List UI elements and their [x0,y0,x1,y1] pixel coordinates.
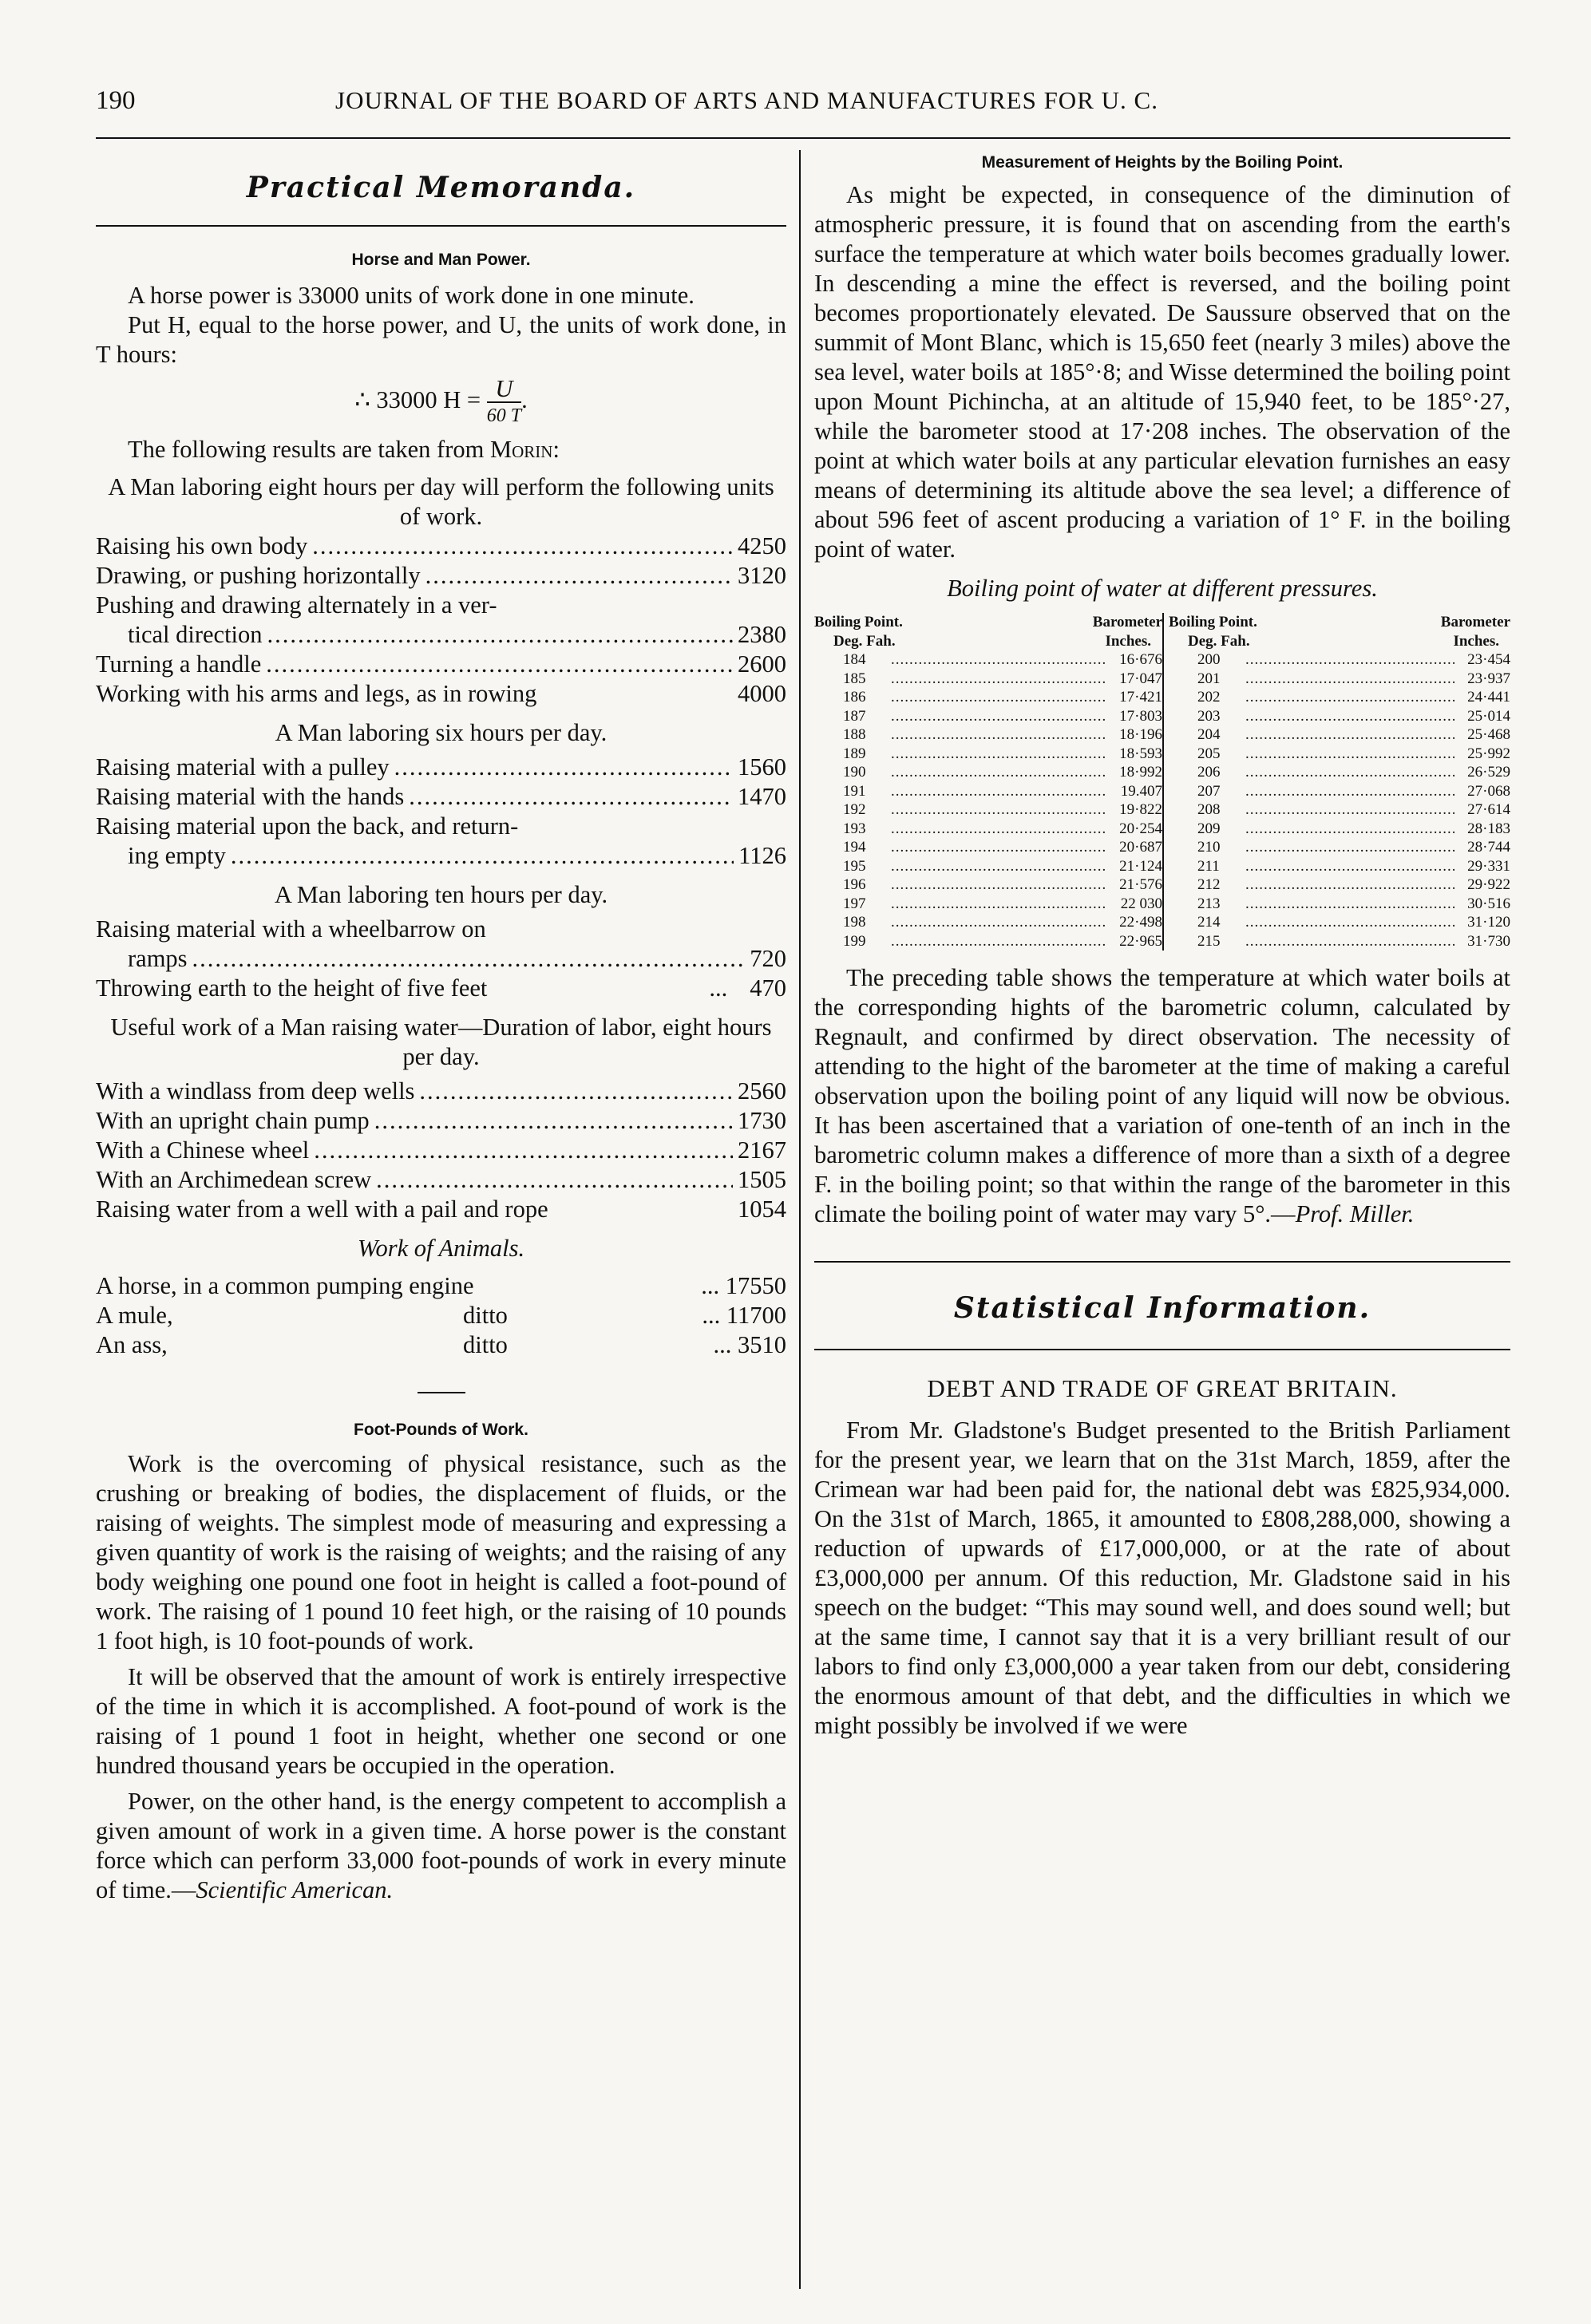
temperature-cell: 213 [1197,895,1221,912]
horse-power-heading: Horse and Man Power. [351,251,531,269]
leader-dots [1245,820,1454,839]
boiling-table-title: Boiling point of water at different pressures. [947,575,1378,602]
work-entry-row [96,1165,786,1195]
boiling-table-row [1169,707,1510,726]
th-deg-fah: Deg. Fah. [1188,632,1250,650]
morin-post: : [552,436,560,463]
th-inches: Inches. [1453,632,1499,650]
formula-numerator: U [487,376,521,403]
foot-pounds-p2: It will be observed that the amount of work is entirely irrespective of the time in which it is accomplished. A foot-pound of work is the raising of 1 pound 1 foot in height, whether one second or one hundred thousand years be occupied in the operation. [96,1663,786,1779]
row-value: 1560 [738,753,786,781]
animal-work-row [96,1271,786,1301]
boiling-table-row [814,650,1162,670]
row-label: Working with his arms and legs, as in rowing [96,680,537,707]
boiling-table-row [1169,838,1510,857]
th-barometer: Barometer [1092,614,1162,630]
row-value: 1470 [738,783,786,810]
boiling-table-row [814,800,1162,820]
leader-dots [891,875,1106,895]
leader-dots [891,913,1106,932]
boiling-table-row [814,707,1162,726]
temperature-cell: 191 [843,782,866,800]
pushing-drawing-entry [96,591,786,650]
barometer-cell: 24·441 [1467,689,1510,706]
leader-dots [1245,932,1454,951]
boiling-table-row [814,688,1162,707]
leader-dots [394,753,733,782]
animal-value: ... 11700 [702,1302,786,1329]
temperature-cell: 206 [1197,764,1221,781]
temperature-cell: 202 [1197,689,1221,706]
temperature-cell: 185 [843,670,866,687]
temperature-cell: 190 [843,764,866,781]
journal-title: JOURNAL OF THE BOARD OF ARTS AND MANUFACTURES FOR U. C. [335,86,1158,114]
leader-dots [891,650,1106,670]
work-entry-row [96,650,786,679]
table-units-row [814,632,1162,651]
leader-dots [266,650,733,679]
leader-dots [1245,763,1454,782]
table-header-row [1169,613,1510,632]
temperature-cell: 199 [843,932,866,950]
temperature-cell: 212 [1197,876,1221,893]
boiling-point-table [814,613,1510,951]
boiling-table-right [1162,613,1510,951]
table-header-row [814,613,1162,632]
leader-dots [891,932,1106,951]
row-value: 3120 [738,562,786,589]
boiling-table-row [814,670,1162,689]
formula-fraction [487,376,521,429]
wheelbarrow-entry [96,915,786,974]
temperature-cell: 205 [1197,745,1221,762]
boiling-table-row [1169,782,1510,801]
animal-label: A horse, in a common pumping engine [96,1272,474,1299]
barometer-cell: 21·576 [1119,876,1162,893]
row-value: 1730 [738,1107,786,1134]
barometer-cell: 19.407 [1120,782,1162,800]
leader-dots [891,838,1106,857]
boiling-table-row [1169,688,1510,707]
temperature-cell: 187 [843,707,866,725]
back-carry-line1: Raising material upon the back, and return- [96,812,519,840]
running-header [96,86,1485,121]
animal-value: ... 17550 [701,1272,786,1299]
p2-source: Prof. Miller. [1295,1200,1415,1227]
boiling-table-row [814,782,1162,801]
barometer-cell: 18·196 [1119,726,1162,743]
boiling-table-row [1169,725,1510,745]
leader-dots [1245,745,1454,764]
animal-ditto: ditto [463,1331,508,1358]
row-label: With an upright chain pump [96,1107,370,1134]
animal-value: ... 3510 [713,1331,786,1358]
six-hours-title: A Man laboring six hours per day. [275,719,608,746]
leader-dots [891,895,1106,914]
barometer-cell: 28·183 [1467,820,1510,837]
boiling-table-row [814,820,1162,839]
formula-tail: . [521,386,528,413]
row-label: ramps [128,945,188,972]
boiling-table-row [814,745,1162,764]
barometer-cell: 28·744 [1467,839,1510,856]
temperature-cell: 192 [843,801,866,818]
leader-dots [231,841,734,871]
temperature-cell: 215 [1197,932,1221,950]
pushing-drawing-line2 [96,620,786,650]
eight-hours-title: A Man laboring eight hours per day will perform the following units of work. [108,473,774,530]
rowing-entry [96,679,786,709]
p3-text: Power, on the other hand, is the energy competent to accomplish a given amount of work in a given time. A horse power is the constant force which can perform 33,000 foot-pounds of work in every minute of time.— [96,1788,786,1903]
leader-dots [419,1077,733,1106]
leader-dots [891,763,1106,782]
leader-dots [1245,782,1454,801]
raising-water-title: Useful work of a Man raising water—Duration of labor, eight hours per day. [110,1014,772,1070]
boiling-table-row [1169,745,1510,764]
horse-power-variables: Put H, equal to the horse power, and U, the units of work done, in T hours: [96,311,786,368]
boiling-table-row [1169,895,1510,914]
row-label: Raising material with a pulley [96,753,390,781]
barometer-cell: 17·421 [1119,689,1162,706]
leader-dots [1245,838,1454,857]
boiling-table-row [814,932,1162,951]
left-column [96,153,786,2276]
animal-work-row [96,1330,786,1360]
barometer-cell: 22 030 [1120,895,1162,912]
barometer-cell: 18·593 [1119,745,1162,762]
leader-dots [374,1106,733,1136]
temperature-cell: 195 [843,857,866,875]
leader-dots [891,745,1106,764]
row-value: 2380 [738,621,786,648]
row-value: 4000 [738,680,786,707]
barometer-cell: 23·937 [1467,670,1510,687]
boiling-table-row [814,857,1162,876]
row-value: 1126 [738,842,786,869]
banner-rule [96,225,786,227]
row-label: Throwing earth to the height of five feet [96,974,488,1002]
temperature-cell: 203 [1197,707,1221,725]
row-value: 2600 [738,650,786,678]
boiling-table-row [1169,800,1510,820]
boiling-table-row [814,838,1162,857]
row-value: 1505 [738,1166,786,1193]
th-barometer: Barometer [1440,614,1510,630]
row-label: tical direction [128,621,263,648]
barometer-cell: 25·992 [1467,745,1510,762]
p3-source: Scientific American. [196,1876,394,1903]
barometer-cell: 19·822 [1119,801,1162,818]
row-value: 4250 [738,532,786,559]
statistical-bottom-rule [814,1349,1510,1350]
practical-memoranda-banner: Practical Memoranda. [246,171,636,204]
barometer-cell: 26·529 [1467,764,1510,781]
leader-dots [1245,857,1454,876]
debt-trade-p1: From Mr. Gladstone's Budget presented to the British Parliament for the present year, we learn that on the 31st March, 1859, after the Crimean war had been paid for, the national debt was £825,934,000. On the 31st of March, 1865, it amounted to £808,288,000, showing a reduction of upwards of £17,000,000, or at the rate of about £3,000,000 per annum. Of this reduction, Mr. Gladstone said in his speech on the budget: “This may sound well, and does sound well; but at the same time, I cannot say that it is a very brilliant result of our labors to find only £3,000,000 a year taken from our debt, considering the enormous amount of that debt, and the difficulties in which we might possibly be involved if we were [814,1417,1510,1739]
work-of-animals-title: Work of Animals. [357,1235,525,1262]
statistical-information-banner: Statistical Information. [953,1291,1371,1325]
p2-text: The preceding table shows the temperature at which water boils at the corresponding hights of the barometric column, calculated by Regnault, and confirmed by direct observation. The necessity of attending to the hight of the barometer at the time of making a careful observation upon the boiling point of any liquid will now be obvious. It has been ascertained that a variation of one-tenth of an inch in the barometric column makes a difference of more than a sixth of a degree F. in the boiling point; so that within the range of the barometer in this climate the boiling point of water may vary 5°.— [814,964,1510,1227]
leader-dots [1245,895,1454,914]
boiling-table-row [1169,932,1510,951]
animal-ditto: ditto [463,1302,508,1329]
animal-label: An ass, [96,1331,168,1358]
leader-dots [1245,670,1454,689]
row-label: With a windlass from deep wells [96,1077,415,1105]
work-entry-row [96,753,786,782]
leader-dots [891,820,1106,839]
barometer-cell: 21·124 [1119,857,1162,875]
ten-hours-title: A Man laboring ten hours per day. [274,881,608,908]
barometer-cell: 20·687 [1119,839,1162,856]
wheelbarrow-line1: Raising material with a wheelbarrow on [96,915,486,943]
row-label: ing empty [128,842,226,869]
temperature-cell: 201 [1197,670,1221,687]
leader-dots [891,688,1106,707]
animal-work-row [96,1301,786,1330]
barometer-cell: 29·922 [1467,876,1510,893]
barometer-cell: 30·516 [1467,895,1510,912]
leader-dots [891,707,1106,726]
horse-power-definition: A horse power is 33000 units of work done in one minute. [128,282,695,309]
temperature-cell: 194 [843,839,866,856]
barometer-cell: 22·498 [1119,914,1162,931]
foot-pounds-p1: Work is the overcoming of physical resistance, such as the crushing or breaking of bodies, the displacement of fluids, or the raising of weights. The simplest mode of measuring and expressing a given quantity of work is the raising of weights; and the raising of any body weighing one pound one foot in height is called a foot-pound of work. The raising of 1 pound 10 feet high, or the raising of 10 pounds 1 foot high, is 10 foot-pounds of work. [96,1450,786,1654]
barometer-cell: 31·730 [1467,932,1510,950]
boiling-table-left [814,613,1162,951]
boiling-table-row [1169,670,1510,689]
horse-power-formula [96,376,786,429]
boiling-table-row [814,763,1162,782]
temperature-cell: 197 [843,895,866,912]
leader-dots [314,1136,733,1165]
section-short-rule [418,1392,465,1393]
boiling-table-row [1169,820,1510,839]
morin-name: Morin [489,436,553,463]
leader-dots [312,532,733,561]
leader-dots [1245,800,1454,820]
barometer-cell: 20·254 [1119,820,1162,837]
row-value: 1054 [738,1196,786,1223]
th-boiling-point: Boiling Point. [1169,614,1257,630]
leader-dots [891,670,1106,689]
temperature-cell: 210 [1197,839,1221,856]
pushing-drawing-line1: Pushing and drawing alternately in a ver- [96,591,497,619]
temperature-cell: 188 [843,726,866,743]
row-label: Raising material with the hands [96,783,405,810]
throwing-earth-entry [96,974,786,1003]
barometer-cell: 25·014 [1467,707,1510,725]
barometer-cell: 16·676 [1119,651,1162,668]
boiling-table-row [814,725,1162,745]
boiling-table-row [1169,857,1510,876]
temperature-cell: 184 [843,651,866,668]
table-units-row [1169,632,1510,651]
leader-dots [1245,913,1454,932]
temperature-cell: 200 [1197,651,1221,668]
row-label: With an Archimedean screw [96,1166,372,1193]
formula-lhs: ∴ 33000 H = [354,386,481,413]
temperature-cell: 207 [1197,782,1221,800]
barometer-cell: 23·454 [1467,651,1510,668]
foot-pounds-p3 [96,1787,786,1905]
work-entry-row [96,782,786,812]
barometer-cell: 17·803 [1119,707,1162,725]
barometer-cell: 29·331 [1467,857,1510,875]
column-divider [799,150,801,2289]
leader-dots [192,944,746,974]
barometer-cell: 31·120 [1467,914,1510,931]
foot-pounds-heading: Foot-Pounds of Work. [354,1421,528,1439]
temperature-cell: 189 [843,745,866,762]
boiling-table-row [1169,913,1510,932]
row-label: Raising his own body [96,532,308,559]
header-rule [96,137,1510,139]
leader-dots [891,857,1106,876]
temperature-cell: 214 [1197,914,1221,931]
heights-p2 [814,963,1510,1229]
heights-p1: As might be expected, in consequence of the diminution of atmospheric pressure, it is found that on ascending from the earth's surface the temperature at which water boils becomes gradually lower. In descending a mine the effect is reversed, and the boiling point becomes proportionately elevated. De Saussure observed that on the summit of Mont Blanc, which is 15,650 feet (nearly 3 miles) above the sea level, water boils at 185°·8; and Wisse determined the boiling point upon Mount Pichincha, at an altitude of 15,940 feet, to be 185°·27, while the barometer stood at 17·208 inches. The observation of the point at which water boils at any particular elevation furnishes an easy means of determining its altitude above the sea level; a difference of about 596 feet of ascent producing a variation of 1° F. in the boiling point of water. [814,181,1510,563]
leader-dots [376,1165,733,1195]
temperature-cell: 208 [1197,801,1221,818]
row-label: Drawing, or pushing horizontally [96,562,421,589]
heights-heading: Measurement of Heights by the Boiling Point. [981,153,1344,172]
boiling-table-row [814,913,1162,932]
barometer-cell: 17·047 [1119,670,1162,687]
leader-dots [891,800,1106,820]
row-value: 2167 [738,1136,786,1164]
boiling-table-row [1169,763,1510,782]
row-gap: ... [709,974,728,1002]
formula-denominator: 60 T [486,405,522,426]
morin-source-line [96,435,786,464]
pail-rope-entry [96,1195,786,1224]
statistical-top-rule [814,1261,1510,1263]
right-column [814,153,1510,2276]
temperature-cell: 211 [1197,857,1220,875]
row-label: Raising water from a well with a pail and rope [96,1196,548,1223]
barometer-cell: 27·068 [1467,782,1510,800]
th-deg-fah: Deg. Fah. [833,632,896,650]
temperature-cell: 209 [1197,820,1221,837]
barometer-cell: 18·992 [1119,764,1162,781]
leader-dots [891,725,1106,745]
th-boiling-point: Boiling Point. [814,614,903,630]
boiling-table-row [814,895,1162,914]
barometer-cell: 27·614 [1467,801,1510,818]
back-carry-entry [96,812,786,871]
temperature-cell: 193 [843,820,866,837]
work-entry-row [96,561,786,591]
leader-dots [1245,650,1454,670]
row-value: 2560 [738,1077,786,1105]
barometer-cell: 22·965 [1119,932,1162,950]
row-label: With a Chinese wheel [96,1136,310,1164]
work-entry-row [96,532,786,561]
leader-dots [1245,875,1454,895]
animal-label: A mule, [96,1302,173,1329]
morin-pre: The following results are taken from [128,436,485,463]
page-number: 190 [96,86,136,115]
work-entry-row [96,1106,786,1136]
leader-dots [409,782,733,812]
th-inches: Inches. [1105,632,1151,650]
temperature-cell: 198 [843,914,866,931]
leader-dots [891,782,1106,801]
work-entry-row [96,1077,786,1106]
animal-ditto [463,1271,679,1301]
leader-dots [1245,707,1454,726]
back-carry-line2 [96,841,786,871]
boiling-table-row [1169,650,1510,670]
temperature-cell: 196 [843,876,866,893]
work-entry-row [96,1136,786,1165]
boiling-table-row [814,875,1162,895]
row-label: Turning a handle [96,650,262,678]
temperature-cell: 186 [843,689,866,706]
row-value: 720 [750,945,786,972]
debt-trade-heading: DEBT AND TRADE OF GREAT BRITAIN. [927,1374,1398,1402]
leader-dots [1245,725,1454,745]
leader-dots [1245,688,1454,707]
leader-dots [425,561,733,591]
row-value: 470 [750,974,786,1002]
boiling-table-row [1169,875,1510,895]
barometer-cell: 25·468 [1467,726,1510,743]
temperature-cell: 204 [1197,726,1221,743]
wheelbarrow-line2 [96,944,786,974]
leader-dots [267,620,733,650]
